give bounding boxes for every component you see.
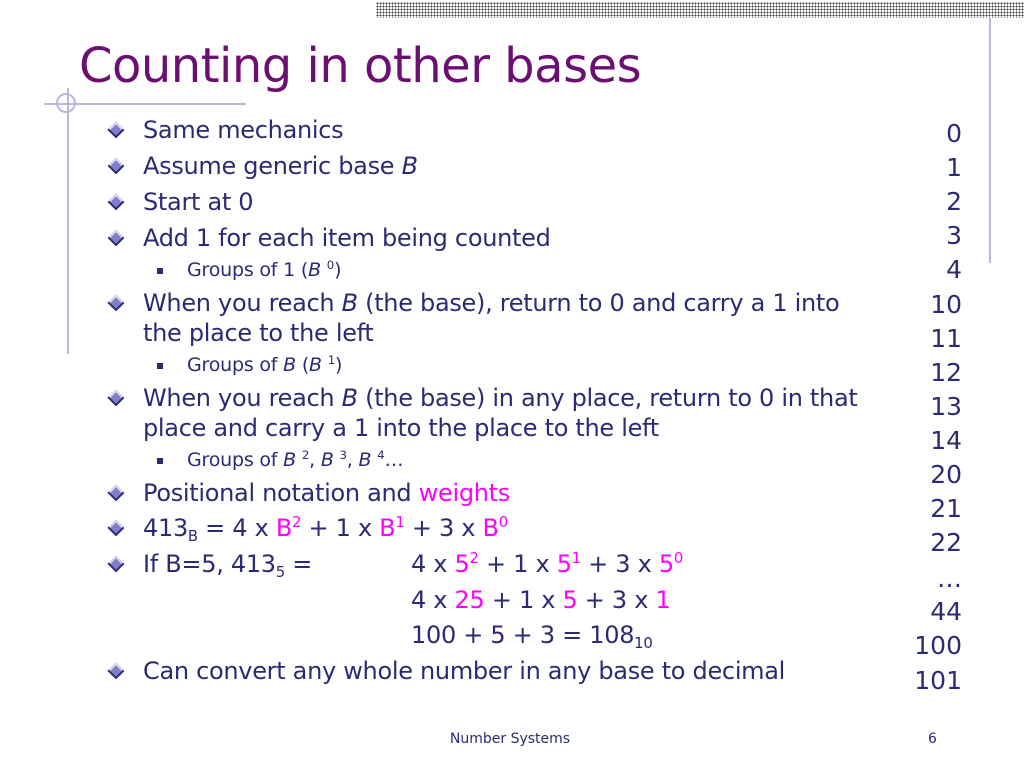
diamond-bullet-icon bbox=[108, 556, 125, 573]
footer-text: Number Systems bbox=[449, 731, 571, 747]
diamond-bullet-icon bbox=[108, 230, 125, 247]
right-decorative-line bbox=[989, 18, 991, 263]
bullet-same-mechanics: Same mechanics bbox=[143, 116, 344, 144]
bullet-if-b-equals-5: If B=5, $413_5$ = bbox=[143, 550, 313, 582]
count-number: 44 bbox=[930, 597, 962, 626]
count-number: … bbox=[937, 564, 962, 593]
diamond-bullet-icon bbox=[108, 663, 125, 680]
sub-groups-of-one: Groups of 1 (B $^0$) bbox=[187, 257, 342, 281]
equation-line-2: 4 x 25 + 1 x 5 + 3 x 1 bbox=[411, 586, 671, 614]
count-number: 100 bbox=[914, 631, 962, 660]
count-number: 20 bbox=[930, 460, 962, 489]
equation-line-3: $100 + 5 + 3 = 108_{10}$ bbox=[411, 621, 653, 653]
count-number: 22 bbox=[930, 528, 962, 557]
count-number: 0 bbox=[946, 119, 962, 148]
count-number: 4 bbox=[946, 255, 962, 284]
sub-groups-of-b: Groups of B (B $^1$) bbox=[187, 352, 343, 376]
diamond-bullet-icon bbox=[108, 485, 125, 502]
left-decorative-line bbox=[67, 88, 69, 354]
square-bullet-icon bbox=[157, 268, 163, 274]
bullet-assume-base: Assume generic base B bbox=[143, 152, 418, 180]
bullet-add-one: Add 1 for each item being counted bbox=[143, 224, 551, 252]
bullet-413-base-b: $413_B = 4$ x $B^2 + 1$ x $B^1 + 3$ x $B^0$ bbox=[143, 513, 508, 546]
diamond-bullet-icon bbox=[108, 158, 125, 175]
count-number: 11 bbox=[930, 324, 962, 353]
sub-groups-of-powers: Groups of B $^2$, B $^3$, B $^4$… bbox=[187, 447, 404, 471]
bullet-positional-notation: Positional notation and weights bbox=[143, 479, 510, 507]
slide-title: Counting in other bases bbox=[79, 38, 642, 94]
count-number: 10 bbox=[930, 290, 962, 319]
count-number: 2 bbox=[946, 187, 962, 216]
count-number: 21 bbox=[930, 494, 962, 523]
bullet-start-at-zero: Start at 0 bbox=[143, 188, 254, 216]
diamond-bullet-icon bbox=[108, 520, 125, 537]
page-number: 6 bbox=[928, 731, 937, 747]
equation-line-1: 4 x $5^2 + 1$ x $5^1 + 3$ x $5^0$ bbox=[411, 549, 683, 578]
count-number: 101 bbox=[914, 666, 962, 695]
square-bullet-icon bbox=[157, 458, 163, 464]
count-number: 12 bbox=[930, 358, 962, 387]
diamond-bullet-icon bbox=[108, 194, 125, 211]
bullet-reach-base-any-place: When you reach B (the base) in any place, return to 0 in that place and carry a 1 into the place to the left bbox=[143, 384, 858, 442]
count-number: 3 bbox=[946, 221, 962, 250]
checkered-header-bar bbox=[376, 2, 1024, 18]
diamond-bullet-icon bbox=[108, 122, 125, 139]
count-number: 13 bbox=[930, 392, 962, 421]
bullet-can-convert: Can convert any whole number in any base to decimal bbox=[143, 657, 786, 685]
square-bullet-icon bbox=[157, 363, 163, 369]
bullet-reach-base: When you reach B (the base), return to 0 and carry a 1 into the place to the left bbox=[143, 289, 840, 347]
diamond-bullet-icon bbox=[108, 295, 125, 312]
crosshair-circle-icon bbox=[56, 93, 76, 113]
count-number: 14 bbox=[930, 426, 962, 455]
count-number: 1 bbox=[946, 153, 962, 182]
diamond-bullet-icon bbox=[108, 390, 125, 407]
